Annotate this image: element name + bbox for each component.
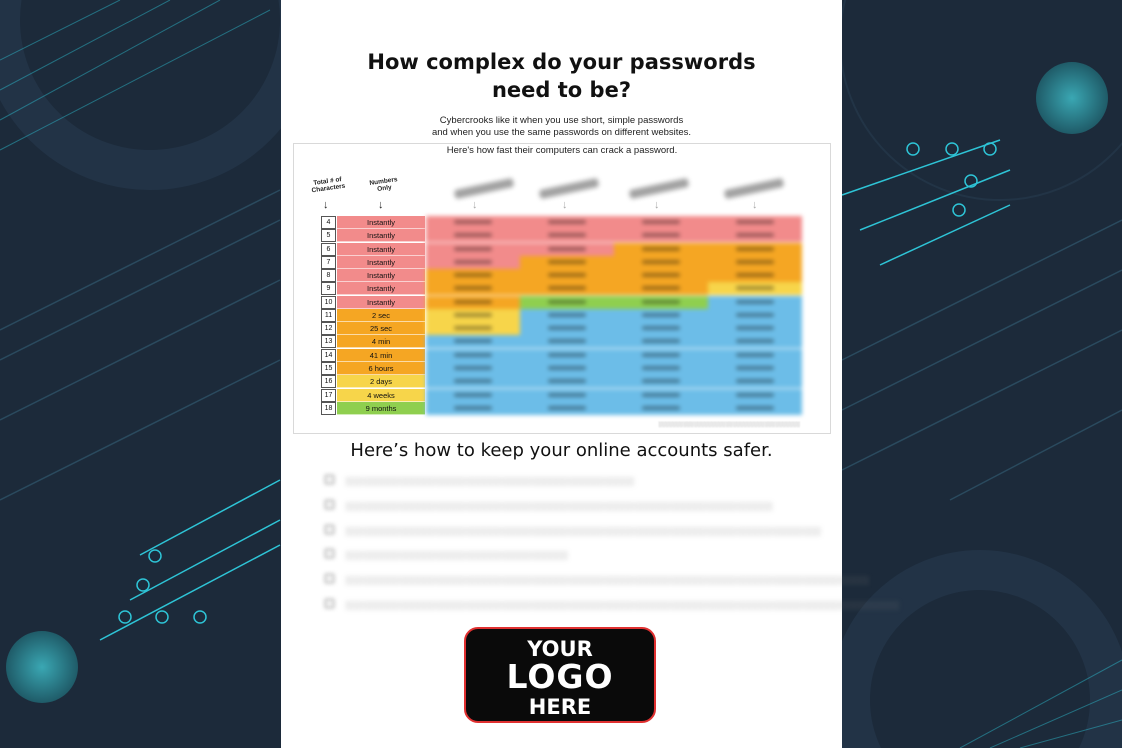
blurred-column-header	[539, 178, 600, 199]
redacted-value	[548, 273, 586, 277]
redacted-value	[548, 353, 586, 357]
blurred-cell	[520, 309, 614, 322]
checkbox-icon	[325, 599, 334, 608]
numbers-only-cell: 6 hours	[337, 362, 425, 375]
redacted-value	[548, 220, 586, 224]
blurred-cell	[614, 282, 708, 295]
redacted-value	[642, 339, 680, 343]
numbers-only-cell: Instantly	[337, 296, 425, 309]
redacted-value	[548, 313, 586, 317]
redacted-value	[642, 300, 680, 304]
redacted-value	[642, 406, 680, 410]
redacted-value	[548, 286, 586, 290]
numbers-only-cell: Instantly	[337, 269, 425, 282]
blurred-cell	[614, 375, 708, 388]
numbers-only-cell: 2 days	[337, 375, 425, 388]
blurred-cell	[520, 375, 614, 388]
blurred-cell	[614, 349, 708, 362]
list-item	[325, 547, 825, 572]
blurred-cell	[614, 296, 708, 309]
blurred-cell	[520, 296, 614, 309]
document-page	[281, 0, 900, 748]
numbers-only-cell: Instantly	[337, 216, 425, 229]
blurred-cell	[426, 296, 520, 309]
redacted-value	[642, 247, 680, 251]
redacted-value	[548, 233, 586, 237]
blurred-cell	[426, 389, 520, 402]
redacted-value	[454, 273, 492, 277]
blurred-cell	[426, 335, 520, 348]
down-arrow-icon: ↓	[752, 199, 758, 211]
redacted-value	[736, 393, 774, 397]
blurred-cell	[520, 389, 614, 402]
blurred-cell	[426, 309, 520, 322]
blurred-cell	[426, 282, 520, 295]
numbers-only-cell: 4 min	[337, 335, 425, 348]
redacted-value	[454, 313, 492, 317]
redacted-value	[454, 233, 492, 237]
blurred-cell	[708, 216, 802, 229]
redacted-value	[454, 260, 492, 264]
blurred-cell	[708, 282, 802, 295]
redacted-value	[642, 220, 680, 224]
redacted-value	[736, 353, 774, 357]
redacted-value	[454, 247, 492, 251]
character-count-cell: 14	[321, 349, 336, 362]
logo-line-3: HERE	[528, 695, 592, 719]
blurred-cell	[708, 309, 802, 322]
redacted-value	[548, 247, 586, 251]
blurred-cell	[520, 282, 614, 295]
redacted-value	[642, 353, 680, 357]
blurred-cell	[426, 216, 520, 229]
blurred-cell	[426, 229, 520, 242]
chart-caption: Here's how fast their computers can crack a password.	[446, 145, 678, 156]
redacted-text: ░░░░░░░░░░░░░░░░░░░░░░░░░░░░░░░░░░░░░░░░░░░░░░░░░░░░░░░░░░░░░░░░░░░░░░░	[345, 500, 773, 511]
redacted-text: ░░░░░░░░░░░░░░░░░░░░░░░░░░░░░░░░░░░░░░░░░░░░░░░░░░░░░░░░░░░░░░░░░░░░░░░░░░░░░░░░░░░░░░░░░░░░	[345, 599, 900, 610]
blurred-cell	[614, 309, 708, 322]
numbers-only-cell: 2 sec	[337, 309, 425, 322]
blurred-cell	[614, 269, 708, 282]
blurred-cell	[426, 322, 520, 335]
redacted-value	[548, 260, 586, 264]
redacted-value	[548, 393, 586, 397]
redacted-value	[642, 326, 680, 330]
list-item	[325, 498, 825, 523]
redacted-value	[736, 247, 774, 251]
redacted-text: ░░░░░░░░░░░░░░░░░░░░░░░░░░░░░░░░░░░░░░░░░░░░░░░░░░░░░░░░░░░░░░░░░░░░░░░░░░░░░░░	[345, 525, 821, 536]
blurred-cell	[520, 229, 614, 242]
down-arrow-icon: ↓	[378, 199, 384, 211]
character-count-cell: 13	[321, 335, 336, 348]
character-count-cell: 4	[321, 216, 336, 229]
redacted-value	[736, 233, 774, 237]
redacted-value	[454, 326, 492, 330]
blurred-cell	[614, 362, 708, 375]
redacted-value	[454, 286, 492, 290]
blurred-cell	[614, 389, 708, 402]
redacted-value	[454, 366, 492, 370]
blurred-cell	[708, 243, 802, 256]
redacted-value	[736, 300, 774, 304]
numbers-only-cell: 25 sec	[337, 322, 425, 335]
redacted-value	[548, 339, 586, 343]
numbers-only-cell: Instantly	[337, 243, 425, 256]
checkbox-icon	[325, 574, 334, 583]
password-crack-table	[293, 143, 831, 434]
redacted-value	[642, 286, 680, 290]
blurred-cell	[708, 335, 802, 348]
numbers-only-header: Numbers Only	[369, 176, 398, 193]
redacted-value	[548, 300, 586, 304]
tips-list	[325, 473, 900, 622]
blurred-cell	[426, 362, 520, 375]
checkbox-icon	[325, 500, 334, 509]
blurred-cell	[520, 243, 614, 256]
list-item	[325, 597, 900, 622]
redacted-value	[454, 300, 492, 304]
blurred-cell	[614, 229, 708, 242]
blurred-cell	[426, 269, 520, 282]
redacted-value	[642, 379, 680, 383]
redacted-text: ░░░░░░░░░░░░░░░░░░░░░░░░░░░░░░░░░░░░░	[345, 550, 568, 561]
blurred-table-columns	[426, 216, 802, 415]
numbers-only-cell: 9 months	[337, 402, 425, 415]
character-count-cell: 5	[321, 229, 336, 242]
redacted-value	[642, 313, 680, 317]
numbers-only-cell: 41 min	[337, 349, 425, 362]
blurred-cell	[614, 216, 708, 229]
numbers-only-cell: 4 weeks	[337, 389, 425, 402]
redacted-value	[736, 379, 774, 383]
redacted-value	[642, 273, 680, 277]
redacted-value	[736, 273, 774, 277]
redacted-value	[454, 393, 492, 397]
redacted-value	[642, 393, 680, 397]
checkbox-icon	[325, 549, 334, 558]
redacted-value	[736, 286, 774, 290]
blurred-cell	[426, 375, 520, 388]
blurred-cell	[520, 216, 614, 229]
down-arrow-icon: ↓	[323, 199, 329, 211]
redacted-value	[548, 366, 586, 370]
redacted-value	[736, 260, 774, 264]
blurred-cell	[708, 349, 802, 362]
blurred-column-header	[724, 178, 785, 199]
character-count-cell: 18	[321, 402, 336, 415]
blurred-cell	[708, 322, 802, 335]
list-item	[325, 572, 869, 597]
checkbox-icon	[325, 475, 334, 484]
redacted-value	[642, 366, 680, 370]
redacted-value	[642, 233, 680, 237]
blurred-cell	[520, 335, 614, 348]
redacted-value	[736, 366, 774, 370]
blurred-cell	[614, 243, 708, 256]
blurred-column-header	[629, 178, 690, 199]
character-count-cell: 12	[321, 322, 336, 335]
numbers-only-cell: Instantly	[337, 282, 425, 295]
blurred-cell	[708, 229, 802, 242]
blurred-cell	[426, 243, 520, 256]
redacted-value	[454, 220, 492, 224]
blurred-cell	[520, 269, 614, 282]
character-count-cell: 17	[321, 389, 336, 402]
character-count-cell: 6	[321, 243, 336, 256]
redacted-text: ░░░░░░░░░░░░░░░░░░░░░░░░░░░░░░░░░░░░░░░░░░░░░░░░░░░░░░░░░░░░░░░░░░░░░░░░░░░░░░░░░░░░░░░	[345, 575, 869, 586]
source-note: ░░░░░░░░░░░░░░░░░░░░░░░░░░░░░░░░░░░░░░░░	[658, 422, 800, 428]
character-count-cell: 9	[321, 282, 336, 295]
blurred-cell	[708, 375, 802, 388]
list-item	[325, 523, 825, 548]
redacted-value	[454, 406, 492, 410]
checkbox-icon	[325, 525, 334, 534]
down-arrow-icon: ↓	[472, 199, 478, 211]
redacted-value	[548, 406, 586, 410]
redacted-value	[548, 326, 586, 330]
logo-placeholder	[464, 627, 656, 723]
blurred-cell	[708, 402, 802, 415]
numbers-only-cell: Instantly	[337, 256, 425, 269]
character-count-cell: 16	[321, 375, 336, 388]
blurred-cell	[708, 269, 802, 282]
blurred-cell	[520, 322, 614, 335]
numbers-only-cell: Instantly	[337, 229, 425, 242]
blurred-cell	[520, 362, 614, 375]
character-count-cell: 11	[321, 309, 336, 322]
redacted-text: ░░░░░░░░░░░░░░░░░░░░░░░░░░░░░░░░░░░░░░░░░░░░░░░░	[345, 476, 635, 486]
redacted-value	[548, 379, 586, 383]
character-count-cell: 10	[321, 296, 336, 309]
tips-heading: Here’s how to keep your online accounts safer.	[350, 440, 773, 461]
blurred-cell	[426, 349, 520, 362]
blurred-cell	[614, 256, 708, 269]
blurred-column-header	[454, 178, 515, 199]
down-arrow-icon: ↓	[654, 199, 660, 211]
down-arrow-icon: ↓	[562, 199, 568, 211]
character-count-cell: 8	[321, 269, 336, 282]
total-characters-header: Total # of Characters	[311, 176, 346, 195]
character-count-cell: 15	[321, 362, 336, 375]
redacted-value	[454, 379, 492, 383]
redacted-value	[454, 339, 492, 343]
blurred-cell	[426, 256, 520, 269]
blurred-cell	[614, 402, 708, 415]
blurred-cell	[426, 402, 520, 415]
redacted-value	[454, 353, 492, 357]
character-count-cell: 7	[321, 256, 336, 269]
redacted-value	[736, 326, 774, 330]
intro-text: Cybercrooks like it when you use short, simple passwords and when you use the same passwords on different websites.	[431, 115, 692, 138]
blurred-cell	[614, 322, 708, 335]
page-title: How complex do your passwords need to be?	[367, 50, 756, 102]
blurred-cell	[520, 349, 614, 362]
redacted-value	[736, 406, 774, 410]
redacted-value	[736, 220, 774, 224]
blurred-cell	[520, 256, 614, 269]
logo-line-1: YOUR	[527, 637, 593, 661]
list-item	[325, 473, 825, 498]
blurred-cell	[708, 296, 802, 309]
redacted-value	[736, 339, 774, 343]
blurred-cell	[708, 389, 802, 402]
redacted-value	[736, 313, 774, 317]
blurred-cell	[708, 256, 802, 269]
blurred-cell	[614, 335, 708, 348]
blurred-cell	[708, 362, 802, 375]
redacted-value	[642, 260, 680, 264]
blurred-cell	[520, 402, 614, 415]
logo-line-2: LOGO	[506, 657, 614, 696]
